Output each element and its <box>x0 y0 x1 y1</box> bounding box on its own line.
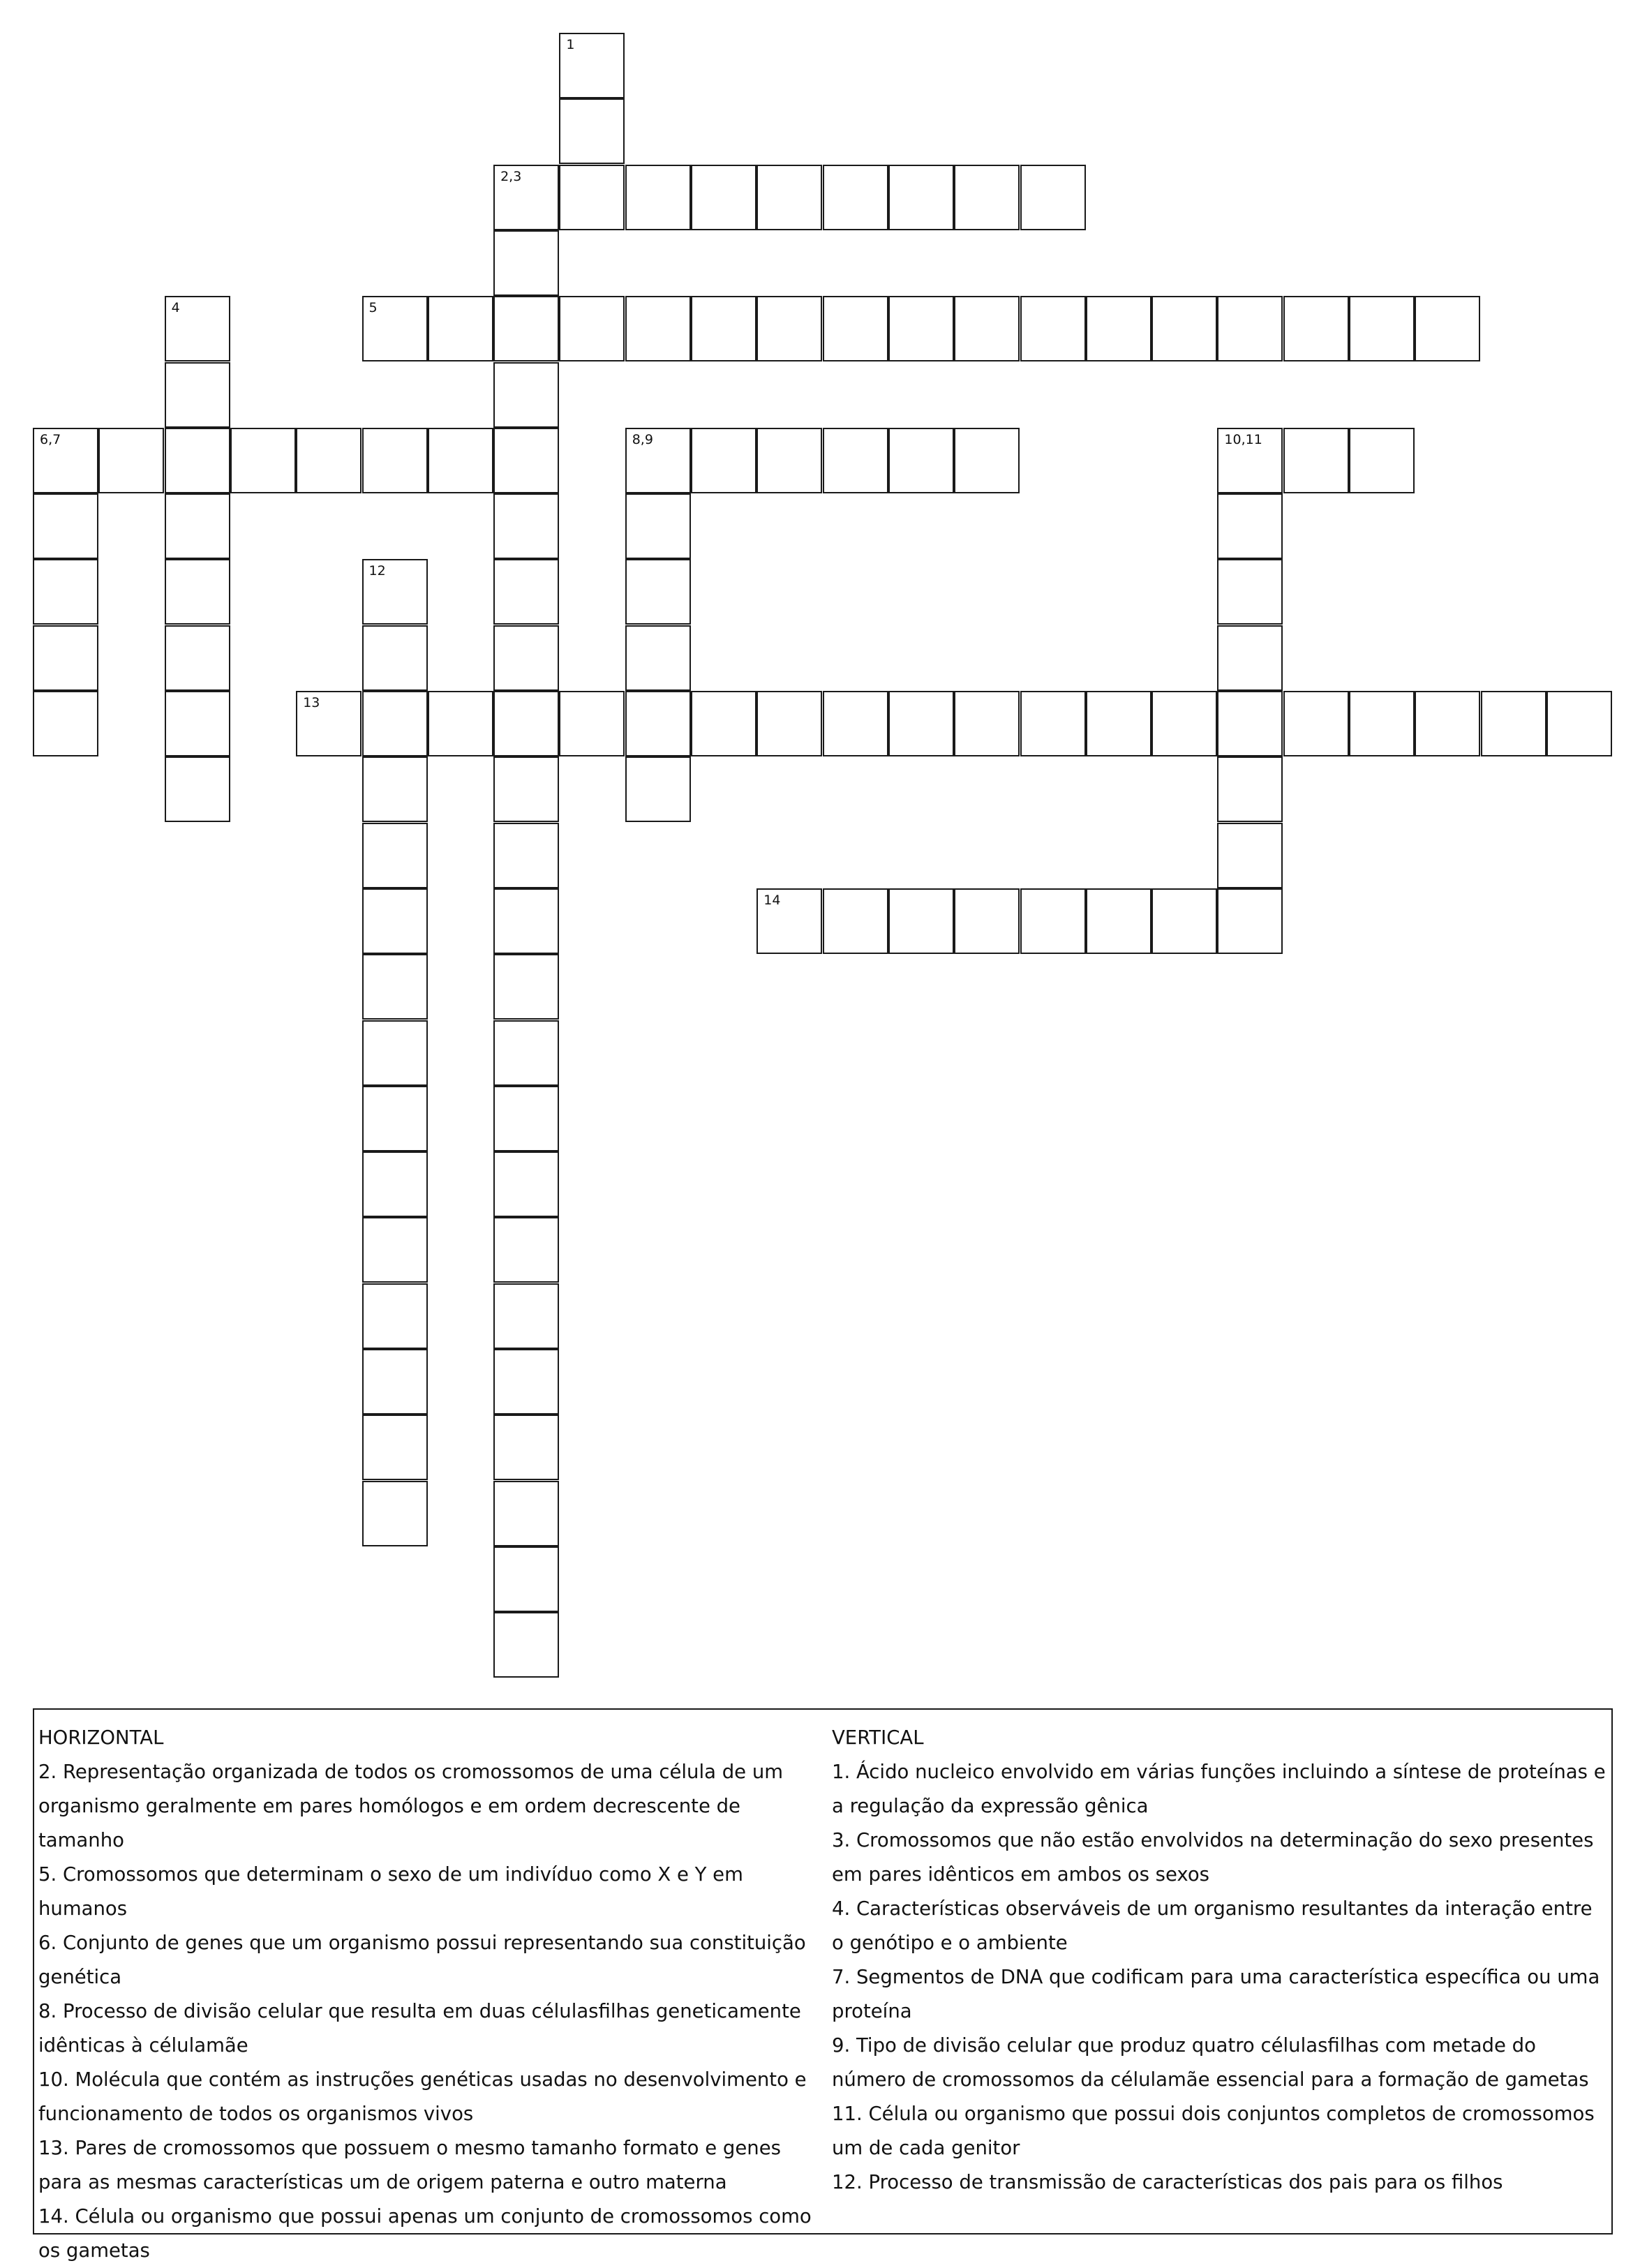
grid-cell[interactable] <box>1020 296 1086 361</box>
grid-cell[interactable] <box>1217 559 1283 625</box>
grid-cell[interactable] <box>165 428 230 493</box>
grid-cell[interactable] <box>888 165 954 230</box>
grid-cell[interactable] <box>1415 691 1480 756</box>
grid-cell[interactable] <box>362 1217 428 1283</box>
clue-number: 8,9 <box>632 431 653 447</box>
grid-cell[interactable] <box>1217 296 1283 361</box>
clue-vertical-4: 4. Características observáveis de um organismo resultantes da interação entre o genótipo e o ambiente <box>832 1897 1593 1954</box>
grid-cell[interactable] <box>165 493 230 559</box>
clue-horizontal-13: 13. Pares de cromossomos que possuem o mesmo tamanho formato e genes para as mesmas características um de origem paterna e outro materna <box>38 2137 781 2193</box>
grid-cell[interactable] <box>823 165 888 230</box>
grid-cell[interactable] <box>165 625 230 691</box>
grid-cell[interactable] <box>625 165 691 230</box>
grid-cell[interactable] <box>1481 691 1546 756</box>
grid-cell[interactable] <box>954 691 1020 756</box>
grid-cell[interactable] <box>756 296 822 361</box>
grid-cell[interactable] <box>493 1415 559 1480</box>
grid-cell[interactable] <box>493 1151 559 1217</box>
grid-cell[interactable] <box>823 428 888 493</box>
grid-cell[interactable] <box>1349 296 1415 361</box>
grid-cell[interactable] <box>823 691 888 756</box>
grid-cell[interactable] <box>1349 428 1415 493</box>
clue-number: 12 <box>368 563 386 579</box>
grid-cell[interactable] <box>33 625 98 691</box>
grid-cell[interactable] <box>1349 691 1415 756</box>
clue-horizontal-14: 14. Célula ou organismo que possui apenas um conjunto de cromossomos como os gametas <box>38 2205 812 2262</box>
clue-vertical-11: 11. Célula ou organismo que possui dois conjuntos completos de cromossomos um de cada genitor <box>832 2103 1595 2159</box>
grid-cell[interactable] <box>33 493 98 559</box>
grid-cell[interactable] <box>1151 296 1217 361</box>
grid-cell[interactable] <box>493 625 559 691</box>
grid-cell[interactable] <box>756 691 822 756</box>
grid-cell[interactable] <box>362 823 428 888</box>
grid-cell[interactable] <box>888 296 954 361</box>
clue-number: 14 <box>763 892 781 908</box>
grid-cell[interactable] <box>493 1349 559 1415</box>
grid-cell[interactable] <box>362 1349 428 1415</box>
grid-cell[interactable] <box>1151 691 1217 756</box>
grid-cell[interactable] <box>954 296 1020 361</box>
grid-cell[interactable] <box>362 1086 428 1151</box>
grid-cell[interactable] <box>954 888 1020 954</box>
grid-cell[interactable] <box>428 428 493 493</box>
clue-vertical-7: 7. Segmentos de DNA que codificam para uma característica específica ou uma proteína <box>832 1966 1600 2022</box>
clue-vertical-12: 12. Processo de transmissão de características dos pais para os filhos <box>832 2171 1503 2193</box>
grid-cell[interactable] <box>493 691 559 756</box>
grid-cell[interactable] <box>1217 888 1283 954</box>
grid-cell[interactable] <box>362 1151 428 1217</box>
clue-number: 1 <box>566 37 575 52</box>
grid-cell[interactable] <box>625 756 691 822</box>
grid-cell[interactable] <box>98 428 164 493</box>
grid-cell[interactable] <box>362 559 428 625</box>
grid-cell[interactable] <box>493 493 559 559</box>
grid-cell[interactable] <box>1086 296 1151 361</box>
grid-cell[interactable] <box>756 165 822 230</box>
grid-cell[interactable] <box>362 888 428 954</box>
grid-cell[interactable] <box>33 559 98 625</box>
grid-cell[interactable] <box>362 428 428 493</box>
grid-cell[interactable] <box>1086 888 1151 954</box>
grid-cell[interactable] <box>493 1546 559 1612</box>
grid-cell[interactable] <box>625 625 691 691</box>
grid-cell[interactable] <box>954 428 1020 493</box>
grid-cell[interactable] <box>1020 691 1086 756</box>
clue-number: 10,11 <box>1224 431 1262 447</box>
grid-cell[interactable] <box>362 625 428 691</box>
grid-cell[interactable] <box>493 954 559 1020</box>
grid-cell[interactable] <box>493 1086 559 1151</box>
grid-cell[interactable] <box>493 823 559 888</box>
grid-cell[interactable] <box>625 296 691 361</box>
grid-cell[interactable] <box>362 691 428 756</box>
grid-cell[interactable] <box>362 1415 428 1480</box>
grid-cell[interactable] <box>888 691 954 756</box>
clue-vertical-3: 3. Cromossomos que não estão envolvidos na determinação do sexo presentes em pares idênticos em ambos os sexos <box>832 1829 1594 1886</box>
grid-cell[interactable] <box>1217 756 1283 822</box>
grid-cell[interactable] <box>493 1217 559 1283</box>
grid-cell[interactable] <box>625 559 691 625</box>
grid-cell[interactable] <box>428 691 493 756</box>
grid-cell[interactable] <box>165 296 230 361</box>
grid-cell[interactable] <box>1217 428 1283 493</box>
grid-cell[interactable] <box>428 296 493 361</box>
grid-cell[interactable] <box>362 756 428 822</box>
grid-cell[interactable] <box>165 362 230 428</box>
grid-cell[interactable] <box>1283 691 1349 756</box>
horizontal-heading: HORIZONTAL <box>38 1726 164 1749</box>
clues-box <box>33 1708 1613 2262</box>
clue-horizontal-6: 6. Conjunto de genes que um organismo possui representando sua constituição genética <box>38 1932 806 1988</box>
vertical-heading: VERTICAL <box>832 1726 924 1749</box>
grid-cell[interactable] <box>493 428 559 493</box>
grid-cell[interactable] <box>888 888 954 954</box>
grid-cell[interactable] <box>493 362 559 428</box>
grid-cell[interactable] <box>165 756 230 822</box>
grid-cell[interactable] <box>1217 493 1283 559</box>
grid-cell[interactable] <box>691 691 756 756</box>
grid-cell[interactable] <box>362 954 428 1020</box>
grid-cell[interactable] <box>691 428 756 493</box>
clue-number: 6,7 <box>40 431 61 447</box>
clue-number: 4 <box>171 300 180 316</box>
grid-cell[interactable] <box>1217 823 1283 888</box>
grid-cell[interactable] <box>493 165 559 230</box>
grid-cell[interactable] <box>362 1283 428 1349</box>
vertical-clues-column <box>832 1721 1607 2200</box>
grid-cell[interactable] <box>362 1481 428 1546</box>
grid-cell[interactable] <box>1217 625 1283 691</box>
grid-cell[interactable] <box>362 296 428 361</box>
grid-cell[interactable] <box>823 296 888 361</box>
grid-cell[interactable] <box>1086 691 1151 756</box>
grid-cell[interactable] <box>691 296 756 361</box>
grid-cell[interactable] <box>493 559 559 625</box>
grid-cell[interactable] <box>625 691 691 756</box>
grid-cell[interactable] <box>165 559 230 625</box>
clue-vertical-1: 1. Ácido nucleico envolvido em várias funções incluindo a síntese de proteínas e a regulação da expressão gênica <box>832 1761 1606 1817</box>
grid-cell[interactable] <box>493 1612 559 1678</box>
grid-cell[interactable] <box>493 888 559 954</box>
grid-cell[interactable] <box>691 165 756 230</box>
grid-cell[interactable] <box>756 888 822 954</box>
clue-horizontal-10: 10. Molécula que contém as instruções genéticas usadas no desenvolvimento e funcionamento de todos os organismos vivos <box>38 2068 807 2125</box>
grid-cell[interactable] <box>493 230 559 296</box>
grid-cell[interactable] <box>1151 888 1217 954</box>
clue-number: 5 <box>368 300 378 316</box>
clue-horizontal-8: 8. Processo de divisão celular que resulta em duas célulasfilhas geneticamente idênticas à célulamãe <box>38 2000 801 2057</box>
clue-horizontal-5: 5. Cromossomos que determinam o sexo de um indivíduo como X e Y em humanos <box>38 1863 743 1920</box>
grid-cell[interactable] <box>362 1020 428 1086</box>
grid-cell[interactable] <box>165 691 230 756</box>
grid-cell[interactable] <box>1283 296 1349 361</box>
grid-cell[interactable] <box>493 756 559 822</box>
grid-cell[interactable] <box>559 165 625 230</box>
clue-number: 13 <box>303 695 320 710</box>
grid-cell[interactable] <box>1217 691 1283 756</box>
grid-cell[interactable] <box>625 428 691 493</box>
grid-cell[interactable] <box>559 691 625 756</box>
grid-cell[interactable] <box>296 691 361 756</box>
clue-number: 2,3 <box>500 168 522 184</box>
clue-horizontal-2: 2. Representação organizada de todos os cromossomos de uma célula de um organismo geralmente em pares homólogos e em ordem decrescente de tamanho <box>38 1761 784 1851</box>
clue-vertical-9: 9. Tipo de divisão celular que produz quatro célulasfilhas com metade do número de cromossomos da célulamãe essencial para a formação de gametas <box>832 2034 1589 2091</box>
grid-cell[interactable] <box>33 428 98 493</box>
grid-cell[interactable] <box>33 691 98 756</box>
grid-cell[interactable] <box>1415 296 1480 361</box>
grid-cell[interactable] <box>559 296 625 361</box>
grid-cell[interactable] <box>1020 888 1086 954</box>
grid-cell[interactable] <box>823 888 888 954</box>
grid-cell[interactable] <box>296 428 361 493</box>
grid-cell[interactable] <box>493 1481 559 1546</box>
horizontal-clues-column <box>38 1721 817 2268</box>
grid-cell[interactable] <box>954 165 1020 230</box>
grid-cell[interactable] <box>756 428 822 493</box>
grid-cell[interactable] <box>493 296 559 361</box>
grid-cell[interactable] <box>559 33 625 98</box>
grid-cell[interactable] <box>559 98 625 164</box>
grid-cell[interactable] <box>230 428 296 493</box>
grid-cell[interactable] <box>888 428 954 493</box>
grid-cell[interactable] <box>1283 428 1349 493</box>
grid-cell[interactable] <box>1020 165 1086 230</box>
grid-cell[interactable] <box>493 1020 559 1086</box>
grid-cell[interactable] <box>625 493 691 559</box>
grid-cell[interactable] <box>1546 691 1612 756</box>
grid-cell[interactable] <box>493 1283 559 1349</box>
